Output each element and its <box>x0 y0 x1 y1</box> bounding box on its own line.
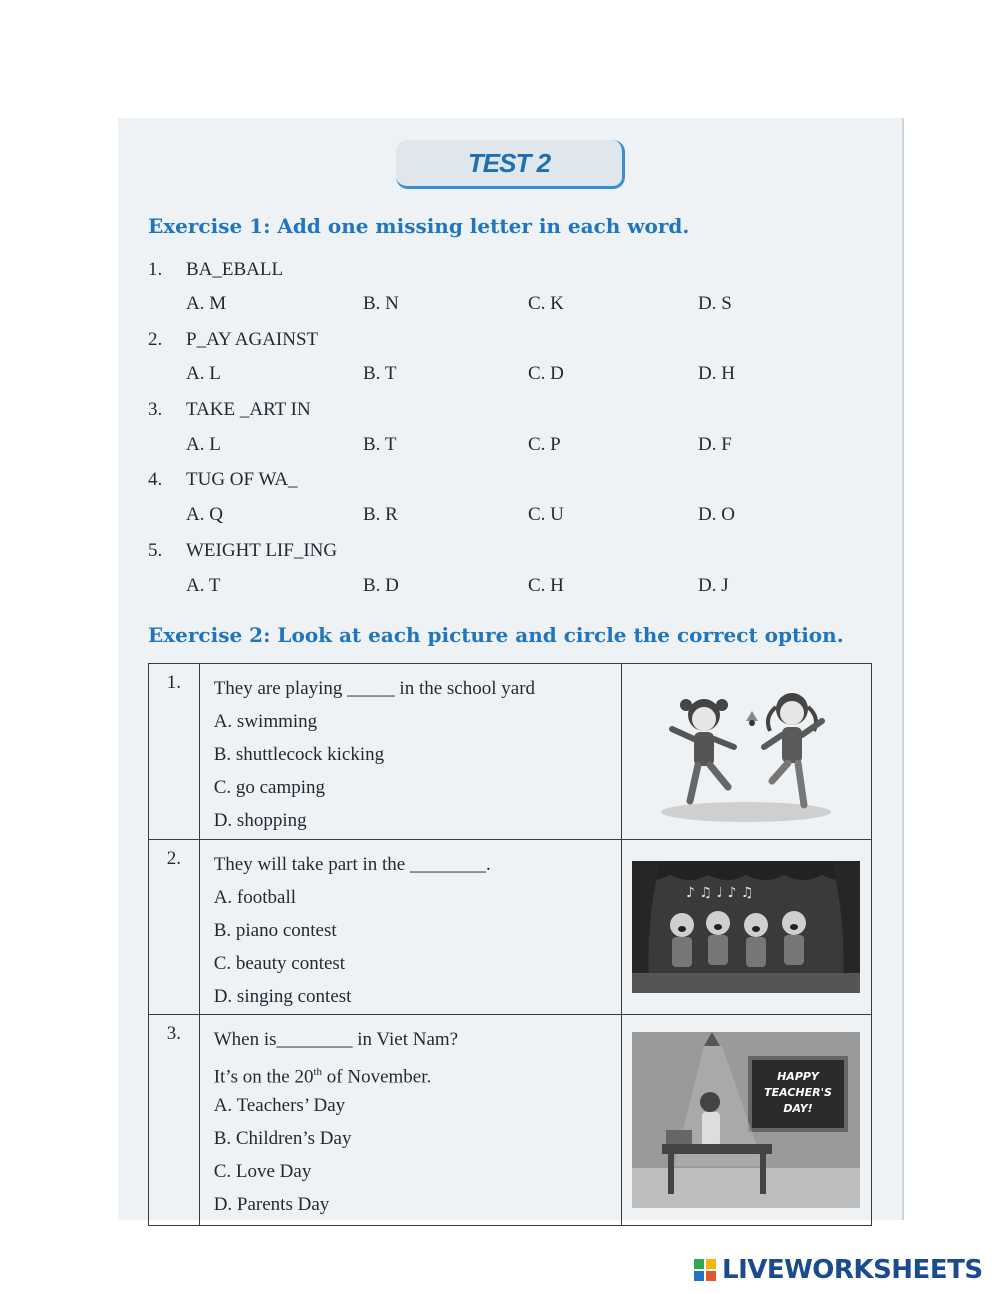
option-d[interactable]: D. singing contest <box>213 986 352 1007</box>
exercise2-title: Exercise 2: Look at each picture and circle the correct option. <box>148 623 844 647</box>
picture-cell <box>621 840 871 1015</box>
option-b[interactable]: B. D <box>363 575 399 596</box>
option-d[interactable]: D. O <box>698 504 735 525</box>
option-b[interactable]: B. R <box>363 504 398 525</box>
question-word: WEIGHT LIF_ING <box>186 540 338 561</box>
option-b[interactable]: B. piano contest <box>213 920 337 941</box>
question-answer-hint: It’s on the 20th of November. <box>213 1066 432 1088</box>
option-a[interactable]: A. swimming <box>213 711 318 732</box>
option-c[interactable]: C. D <box>528 363 564 384</box>
question-text: They will take part in the ________. <box>213 854 491 875</box>
board-line-3: DAY! <box>783 1102 814 1115</box>
row-number: 2. <box>149 840 200 1015</box>
option-b[interactable]: B. N <box>363 293 399 314</box>
option-b[interactable]: B. T <box>363 434 397 455</box>
row-number: 3. <box>149 1015 200 1226</box>
row-number: 1. <box>149 664 200 840</box>
liveworksheets-logo <box>694 1255 983 1285</box>
question-number: 4. <box>148 469 163 490</box>
option-a[interactable]: A. M <box>186 293 227 314</box>
option-c[interactable]: C. K <box>528 293 564 314</box>
test-title: TEST 2 <box>467 147 551 178</box>
option-c[interactable]: C. beauty contest <box>213 953 346 974</box>
option-c[interactable]: C. P <box>528 434 561 455</box>
logo-text: LIVEWORKSHEETS <box>722 1255 983 1285</box>
board-line-1: HAPPY <box>777 1070 820 1083</box>
picture-cell <box>621 664 871 840</box>
kids-singing-on-stage-image <box>622 840 871 1014</box>
question-number: 5. <box>148 540 163 561</box>
option-d[interactable]: D. F <box>698 434 732 455</box>
option-b[interactable]: B. Children’s Day <box>213 1128 352 1149</box>
question-word: BA_EBALL <box>186 259 284 280</box>
question-number: 2. <box>148 329 163 350</box>
picture-cell <box>621 1015 871 1226</box>
logo-grid-icon <box>694 1259 716 1281</box>
option-a[interactable]: A. L <box>186 363 221 384</box>
board-line-2: TEACHER'S <box>764 1086 833 1099</box>
option-a[interactable]: A. Teachers’ Day <box>213 1095 346 1116</box>
question-number: 3. <box>148 399 163 420</box>
option-a[interactable]: A. football <box>213 887 297 908</box>
question-word: TUG OF WA_ <box>186 469 298 490</box>
option-d[interactable]: D. shopping <box>213 810 307 831</box>
question-text: When is________ in Viet Nam? <box>213 1029 459 1050</box>
option-c[interactable]: C. H <box>528 575 564 596</box>
option-b[interactable]: B. shuttlecock kicking <box>213 744 385 765</box>
table-row <box>149 1015 872 1226</box>
option-d[interactable]: D. Parents Day <box>213 1194 330 1215</box>
exercise2-table <box>148 663 872 1226</box>
svg-text:♪ ♫ ♩ ♪ ♫: ♪ ♫ ♩ ♪ ♫ <box>686 885 754 901</box>
table-row <box>149 840 872 1015</box>
exercise1-title: Exercise 1: Add one missing letter in each word. <box>148 214 690 238</box>
option-d[interactable]: D. H <box>698 363 735 384</box>
option-d[interactable]: D. J <box>698 575 729 596</box>
teacher-classroom-image <box>622 1015 871 1225</box>
option-c[interactable]: C. U <box>528 504 564 525</box>
table-row <box>149 664 872 840</box>
question-number: 1. <box>148 259 163 280</box>
test-title-badge <box>396 140 625 189</box>
option-a[interactable]: A. Q <box>186 504 223 525</box>
option-a[interactable]: A. L <box>186 434 221 455</box>
question-word: TAKE _ART IN <box>186 399 311 420</box>
question-cell <box>199 840 621 1015</box>
option-c[interactable]: C. go camping <box>213 777 326 798</box>
question-text: They are playing _____ in the school yard <box>213 678 536 699</box>
question-cell <box>199 1015 621 1226</box>
option-c[interactable]: C. Love Day <box>213 1161 312 1182</box>
kids-kicking-shuttlecock-image <box>622 664 871 839</box>
option-d[interactable]: D. S <box>698 293 732 314</box>
option-a[interactable]: A. T <box>186 575 221 596</box>
question-cell <box>199 664 621 840</box>
question-word: P_AY AGAINST <box>186 329 319 350</box>
option-b[interactable]: B. T <box>363 363 397 384</box>
